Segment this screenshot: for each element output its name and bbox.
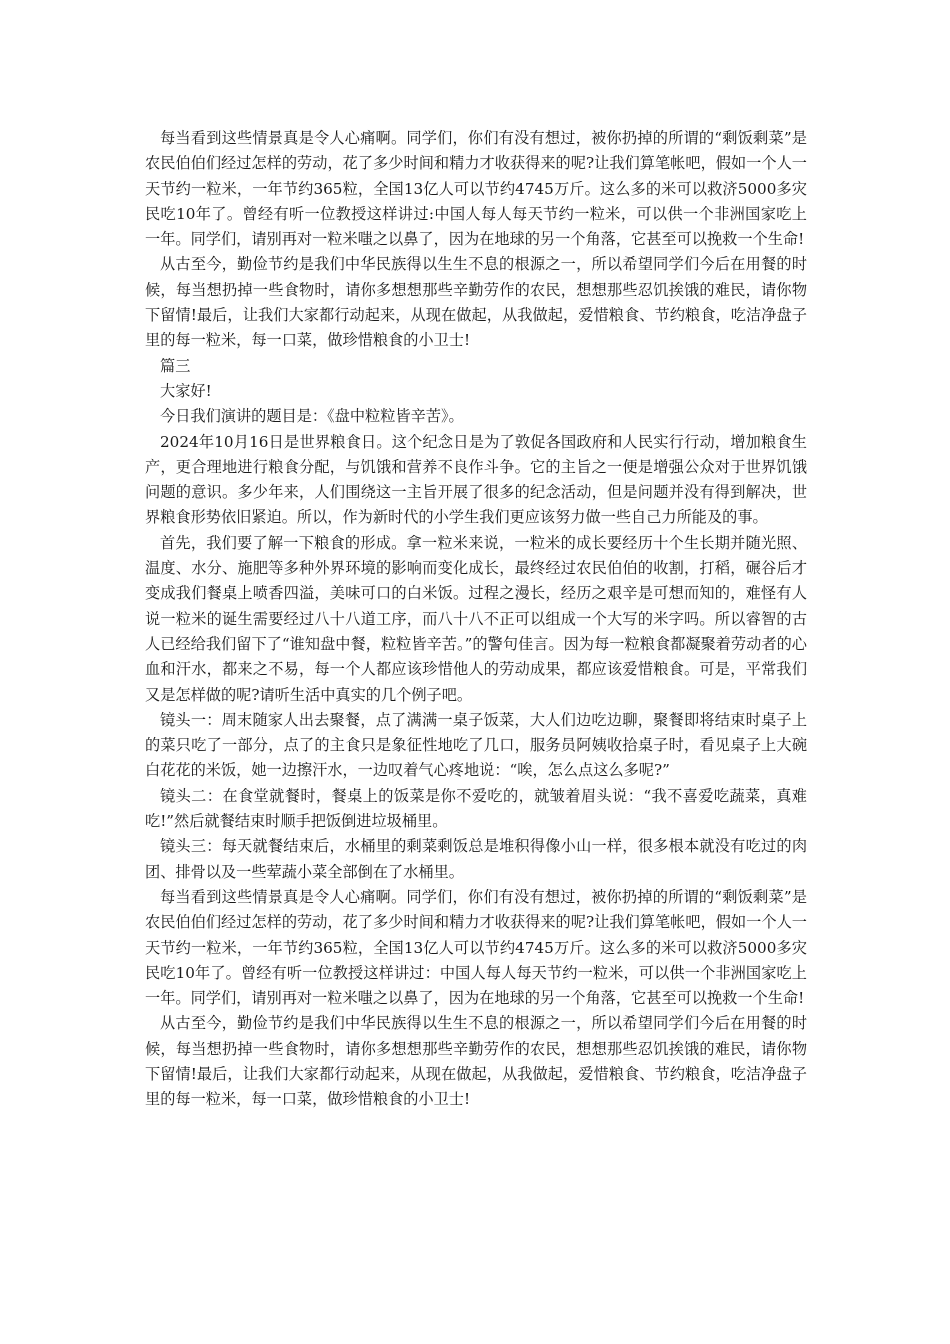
speech-title-line: 今日我们演讲的题目是：《盘中粒粒皆辛苦》。 [160,407,464,426]
paragraph-saving-rice-2: 每当看到这些情景真是令人心痛啊。同学们，你们有没有想过，被你扔掉的所谓的“剩饭剩菜”是农民伯伯们经过怎样的劳动，花了多少时间和精力才收获得来的呢?让我们算笔帐吧，假如一个人一天节约一粒米，一年节约365粒，全国13亿人可以节约4745万斤。这么多的米可以救济5000多灾民吃10年了。曾经有听一位教授这样讲过：中国人每人每天节约一粒米，可以供一个非洲国家吃上一年。同学们，请别再对一粒米嗤之以鼻了，因为在地球的另一个角落，它甚至可以挽救一个生命! [145,887,807,1008]
paragraph-conclusion-1: 从古至今，勤俭节约是我们中华民族得以生生不息的根源之一，所以希望同学们今后在用餐的时候，每当想扔掉一些食物时，请你多想想那些辛勤劳作的农民，想想那些忍饥挨饿的难民，请你物下留情!最后，让我们大家都行动起来，从现在做起，从我做起，爱惜粮食、节约粮食，吃洁净盘子里的每一粒米，每一口菜，做珍惜粮食的小卫士! [145,255,807,350]
document-body [145,126,807,1113]
paragraph-world-food-day: 2024年10月16日是世界粮食日。这个纪念日是为了敦促各国政府和人民实行行动，增加粮食生产，更合理地进行粮食分配，与饥饿和营养不良作斗争。它的主旨之一便是增强公众对于世界饥饿问题的意识。多少年来，人们围绕这一主旨开展了很多的纪念活动，但是问题并没有得到解决，世界粮食形势依旧紧迫。所以，作为新时代的小学生我们更应该努力做一些自己力所能及的事。 [145,432,807,527]
paragraph-scene-two: 镜头二：在食堂就餐时，餐桌上的饭菜是你不爱吃的，就皱着眉头说：“我不喜爱吃蔬菜，真难吃!”然后就餐结束时顺手把饭倒进垃圾桶里。 [145,786,807,831]
section-heading: 篇三 [160,356,191,375]
paragraph-saving-rice-1: 每当看到这些情景真是令人心痛啊。同学们，你们有没有想过，被你扔掉的所谓的“剩饭剩菜”是农民伯伯们经过怎样的劳动，花了多少时间和精力才收获得来的呢?让我们算笔帐吧，假如一个人一天节约一粒米，一年节约365粒，全国13亿人可以节约4745万斤。这么多的米可以救济5000多灾民吃10年了。曾经有听一位教授这样讲过:中国人每人每天节约一粒米，可以供一个非洲国家吃上一年。同学们，请别再对一粒米嗤之以鼻了，因为在地球的另一个角落，它甚至可以挽救一个生命! [145,129,807,249]
paragraph-scene-one: 镜头一：周末随家人出去聚餐，点了满满一桌子饭菜，大人们边吃边聊，聚餐即将结束时桌子上的菜只吃了一部分，点了的主食只是象征性地吃了几口，服务员阿姨收拾桌子时，看见桌子上大碗白花花的米饭，她一边擦汗水，一边叹着气心疼地说：“唉，怎么点这么多呢?” [145,710,807,780]
greeting: 大家好! [160,381,212,400]
paragraph-scene-three: 镜头三：每天就餐结束后，水桶里的剩菜剩饭总是堆积得像小山一样，很多根本就没有吃过的肉团、排骨以及一些荤蔬小菜全部倒在了水桶里。 [145,837,807,881]
paragraph-conclusion-2: 从古至今，勤俭节约是我们中华民族得以生生不息的根源之一，所以希望同学们今后在用餐的时候，每当想扔掉一些食物时，请你多想想那些辛勤劳作的农民，想想那些忍饥挨饿的难民，请你物下留情!最后，让我们大家都行动起来，从现在做起，从我做起，爱惜粮食、节约粮食，吃洁净盘子里的每一粒米，每一口菜，做珍惜粮食的小卫士! [145,1014,807,1109]
paragraph-grain-formation: 首先，我们要了解一下粮食的形成。拿一粒米来说，一粒米的成长要经历十个生长期并随光照、温度、水分、施肥等多种外界环境的影响而变化成长，最终经过农民伯伯的收割，打稻，碾谷后才变成我们餐桌上喷香四溢，美味可口的白米饭。过程之漫长，经历之艰辛是可想而知的，难怪有人说一粒米的诞生需要经过八十八道工序，而八十八不正可以组成一个大写的米字吗。所以睿智的古人已经给我们留下了“谁知盘中餐，粒粒皆辛苦。”的警句佳言。因为每一粒粮食都凝聚着劳动者的心血和汗水，都来之不易，每一个人都应该珍惜他人的劳动成果，都应该爱惜粮食。可是，平常我们又是怎样做的呢?请听生活中真实的几个例子吧。 [145,533,807,704]
